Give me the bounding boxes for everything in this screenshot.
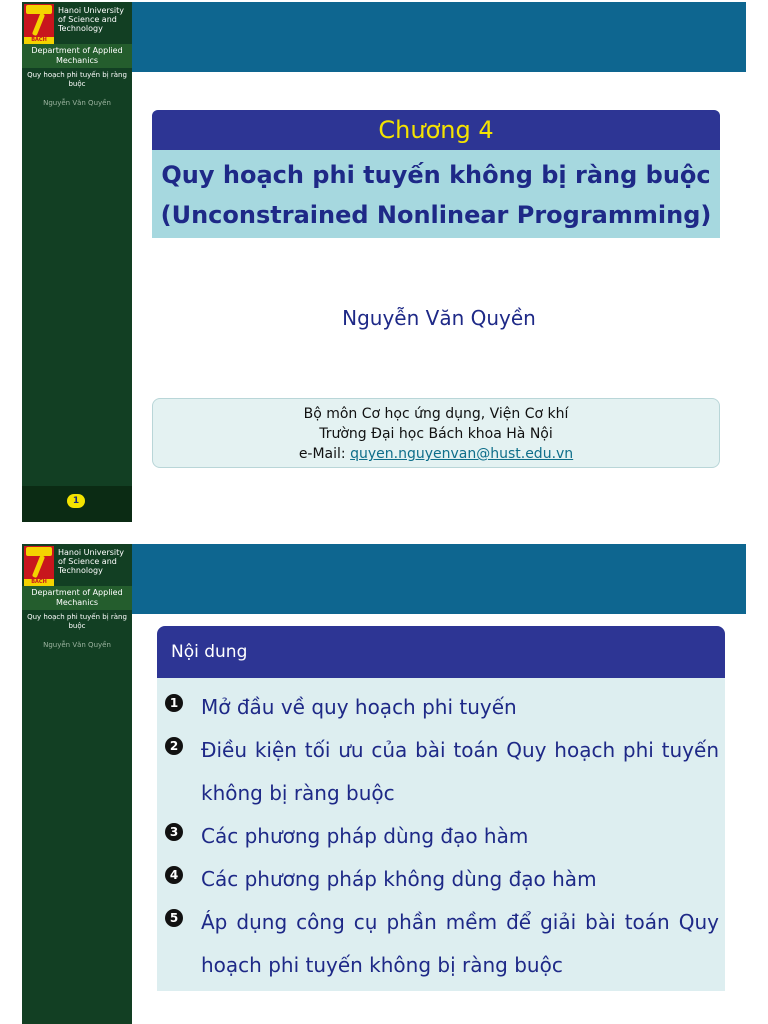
bullet-number: 5 xyxy=(165,909,183,927)
list-item xyxy=(157,815,725,858)
list-item xyxy=(157,686,725,729)
chapter-title xyxy=(152,150,720,235)
chapter-title-block xyxy=(152,110,720,238)
bullet-number: 1 xyxy=(165,694,183,712)
page-number-badge[interactable]: 1 xyxy=(67,494,85,508)
chapter-title-en: (Unconstrained Nonlinear Programming) xyxy=(160,201,712,229)
list-item xyxy=(157,858,725,901)
section-short-title[interactable]: Quy hoạch phi tuyến bị ràng buộc xyxy=(27,613,127,630)
author-name: Nguyễn Văn Quyền xyxy=(342,306,536,330)
bullet-number: 3 xyxy=(165,823,183,841)
sidebar xyxy=(22,544,132,1024)
institute-box xyxy=(152,398,720,468)
list-item-text: Áp dụng công cụ phần mềm để giải bài toán Quy hoạch phi tuyến không bị ràng buộc xyxy=(201,910,719,977)
slide-1 xyxy=(22,2,746,522)
contents-title: Nội dung xyxy=(157,626,725,678)
bullet-number: 4 xyxy=(165,866,183,884)
list-item-text: Các phương pháp dùng đạo hàm xyxy=(201,824,529,848)
list-item-text: Các phương pháp không dùng đạo hàm xyxy=(201,867,597,891)
list-item xyxy=(157,729,725,815)
list-item-text: Mở đầu về quy hoạch phi tuyến xyxy=(201,695,517,719)
university-logo: BÁCH xyxy=(24,546,54,586)
chapter-label: Chương 4 xyxy=(152,110,720,150)
slide-2 xyxy=(22,544,746,1024)
bullet-number: 2 xyxy=(165,737,183,755)
email-link[interactable]: quyen.nguyenvan@hust.edu.vn xyxy=(350,446,574,462)
department-name[interactable]: Department of Applied Mechanics xyxy=(22,586,132,610)
university-logo: BÁCH xyxy=(24,4,54,44)
list-item-text: Điều kiện tối ưu của bài toán Quy hoạch phi tuyến không bị ràng buộc xyxy=(201,738,719,805)
chapter-title-vi: Quy hoạch phi tuyến không bị ràng buộc xyxy=(161,161,711,189)
header-band xyxy=(132,544,746,614)
university-name: Hanoi University of Science and Technology xyxy=(58,548,125,575)
email-line xyxy=(153,444,719,464)
email-label: e-Mail: xyxy=(298,446,351,462)
university-name: Hanoi University of Science and Technology xyxy=(58,6,125,33)
list-item xyxy=(157,901,725,987)
contents-block xyxy=(157,626,725,991)
department-name[interactable]: Department of Applied Mechanics xyxy=(22,44,132,68)
section-short-title[interactable]: Quy hoạch phi tuyến bị ràng buộc xyxy=(27,71,127,88)
page-bar xyxy=(22,486,132,522)
sidebar-author: Nguyễn Văn Quyền xyxy=(43,99,111,107)
sidebar-author: Nguyễn Văn Quyền xyxy=(43,641,111,649)
contents-list xyxy=(157,678,725,991)
header-band xyxy=(132,2,746,72)
institute-line-1: Bộ môn Cơ học ứng dụng, Viện Cơ khí xyxy=(303,406,569,422)
institute-line-2: Trường Đại học Bách khoa Hà Nội xyxy=(319,426,553,442)
sidebar xyxy=(22,2,132,522)
